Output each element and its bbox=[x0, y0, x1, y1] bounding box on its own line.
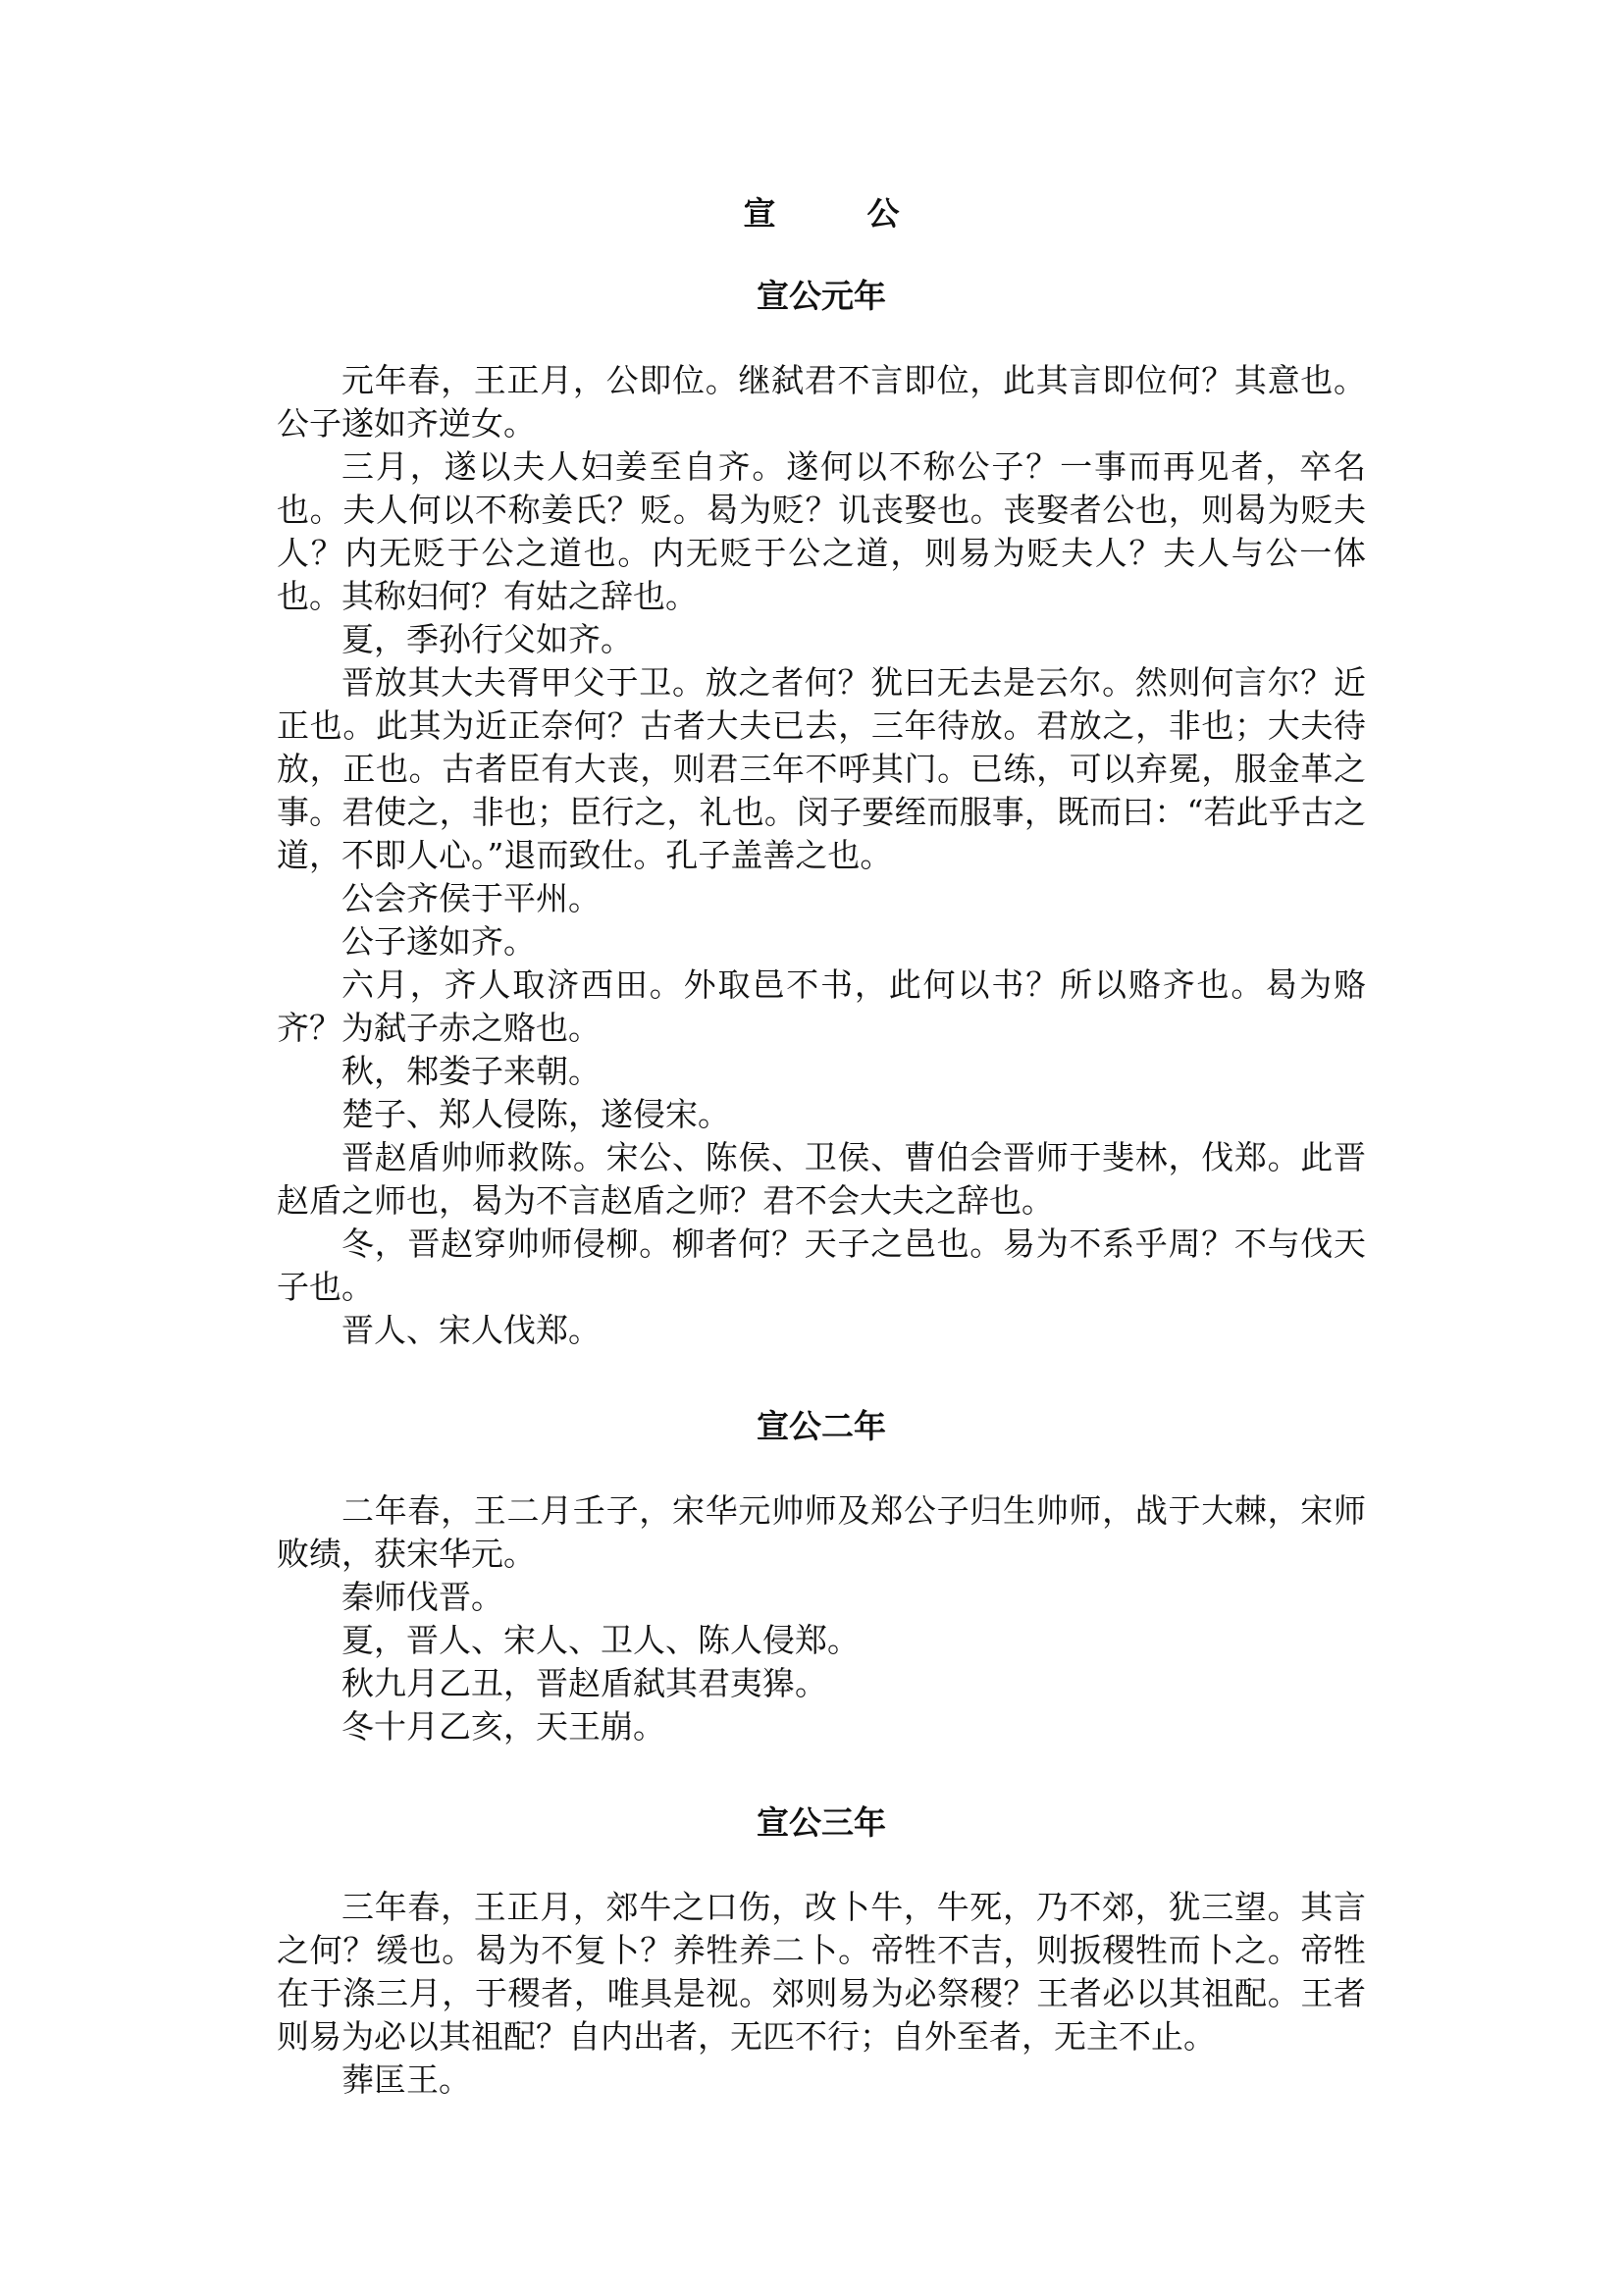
paragraph: 夏，季孙行父如齐。 bbox=[341, 620, 633, 658]
section-heading: 宣公元年 bbox=[757, 277, 886, 315]
paragraph: 公子遂如齐。 bbox=[341, 922, 536, 961]
paragraph: 晋赵盾帅师救陈。宋公、陈侯、卫侯、曹伯会晋师于斐林，伐郑。此晋赵盾之师也，曷为不言赵盾之师？君不会大夫之辞也。 bbox=[277, 1138, 1366, 1220]
section-year-2 bbox=[277, 1405, 1366, 1748]
paragraph: 夏，晋人、宋人、卫人、陈人侵郑。 bbox=[341, 1621, 860, 1659]
paragraph: 元年春，王正月，公即位。继弑君不言即位，此其言即位何？其意也。公子遂如齐逆女。 bbox=[277, 361, 1366, 443]
section-year-3 bbox=[277, 1801, 1366, 2102]
paragraph: 秦师伐晋。 bbox=[341, 1578, 503, 1616]
paragraph: 葬匡王。 bbox=[341, 2060, 471, 2099]
paragraph: 晋放其大夫胥甲父于卫。放之者何？犹曰无去是云尔。然则何言尔？近正也。此其为近正奈何？古者大夫已去，三年待放。君放之，非也；大夫待放，正也。古者臣有大丧，则君三年不呼其门。已练，可以弃冕，服金革之事。君使之，非也；臣行之，礼也。闵子要绖而服事，既而曰：“若此乎古之道，不即人心。”退而致仕。孔子盖善之也。 bbox=[277, 663, 1366, 874]
paragraph: 楚子、郑人侵陈，遂侵宋。 bbox=[341, 1095, 730, 1133]
paragraph: 冬十月乙亥，天王崩。 bbox=[341, 1707, 665, 1746]
paragraph: 冬，晋赵穿帅师侵柳。柳者何？天子之邑也。易为不系乎周？不与伐天子也。 bbox=[277, 1225, 1366, 1306]
section-year-1 bbox=[277, 275, 1366, 1352]
paragraph: 秋，邾娄子来朝。 bbox=[341, 1052, 601, 1090]
page-content bbox=[277, 192, 1366, 2155]
paragraph: 三月，遂以夫人妇姜至自齐。遂何以不称公子？一事而再见者，卒名也。夫人何以不称姜氏？贬。曷为贬？讥丧娶也。丧娶者公也，则曷为贬夫人？内无贬于公之道也。内无贬于公之道，则易为贬夫人？夫人与公一体也。其称妇何？有姑之辞也。 bbox=[277, 447, 1366, 615]
section-heading: 宣公三年 bbox=[757, 1803, 886, 1842]
paragraph: 秋九月乙丑，晋赵盾弑其君夷獆。 bbox=[341, 1664, 827, 1702]
paragraph: 三年春，王正月，郊牛之口伤，改卜牛，牛死，乃不郊，犹三望。其言之何？缓也。曷为不复卜？养牲养二卜。帝牲不吉，则扳稷牲而卜之。帝牲在于涤三月，于稷者，唯具是视。郊则易为必祭稷？王者必以其祖配。王者则易为必以其祖配？自内出者，无匹不行；自外至者，无主不止。 bbox=[277, 1888, 1366, 2056]
section-heading: 宣公二年 bbox=[757, 1407, 886, 1445]
paragraph: 晋人、宋人伐郑。 bbox=[341, 1311, 601, 1349]
paragraph: 公会齐侯于平州。 bbox=[341, 879, 601, 917]
paragraph: 六月，齐人取济西田。外取邑不书，此何以书？所以赂齐也。曷为赂齐？为弑子赤之赂也。 bbox=[277, 965, 1366, 1047]
paragraph: 二年春，王二月壬子，宋华元帅师及郑公子归生帅师，战于大棘，宋师败绩，获宋华元。 bbox=[277, 1491, 1366, 1573]
page-title: 宣 公 bbox=[743, 194, 929, 233]
